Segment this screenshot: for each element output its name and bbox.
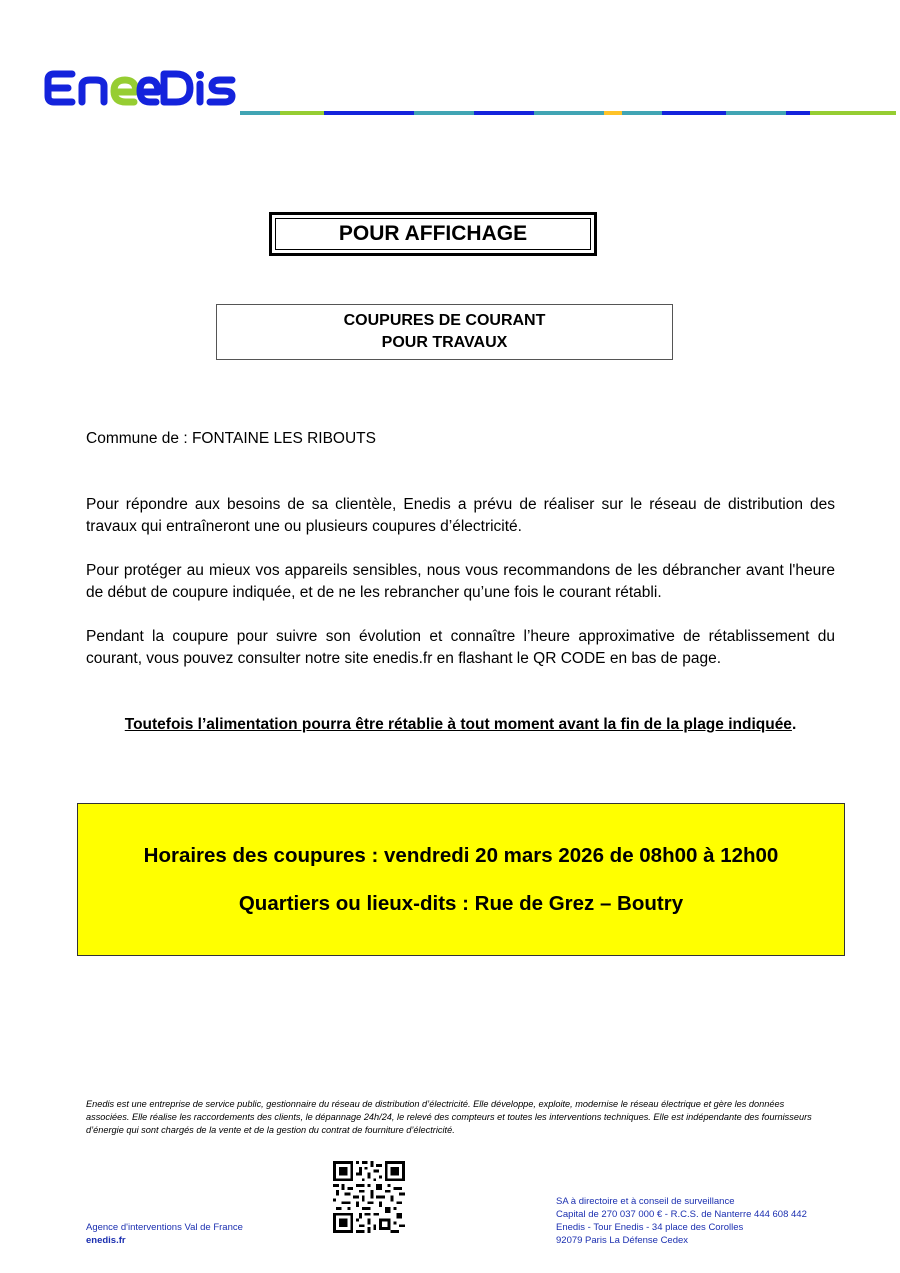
affichage-frame	[269, 212, 597, 256]
qr-code[interactable]	[333, 1161, 405, 1233]
schedule-box	[77, 803, 845, 956]
warning-text: Toutefois l’alimentation pourra être rétablie à tout moment avant la fin de la plage indiquée	[124, 716, 792, 733]
brand-stripe	[240, 102, 896, 106]
footer-company-block	[556, 1195, 807, 1247]
footer-company-line1: SA à directoire et à conseil de surveillance	[556, 1196, 735, 1207]
schedule-quartiers: Quartiers ou lieux-dits : Rue de Grez – Boutry	[238, 891, 684, 915]
follow-paragraph: Pendant la coupure pour suivre son évolution et connaître l’heure approximative de rétablissement du courant, vous pouvez consulter notre site enedis.fr en flashant le QR CODE en bas de page.	[86, 628, 835, 667]
affichage-title: POUR AFFICHAGE	[275, 218, 591, 250]
coupures-title-line2: POUR TRAVAUX	[381, 334, 508, 351]
warning-period: .	[791, 716, 797, 733]
intro-paragraph: Pour répondre aux besoins de sa clientèle, Enedis a prévu de réaliser sur le réseau de distribution des travaux qui entraîneront une ou plusieurs coupures d’électricité.	[86, 496, 835, 535]
coupures-title-line1: COUPURES DE COURANT	[343, 312, 546, 329]
schedule-horaires: Horaires des coupures : vendredi 20 mars 2026 de 08h00 à 12h00	[143, 843, 779, 867]
footer-website-link[interactable]: enedis.fr	[86, 1235, 126, 1246]
legal-notice: Enedis est une entreprise de service public, gestionnaire du réseau de distribution d’électricité. Elle développe, exploite, modernise le réseau électrique et gère les données associées. Elle réalise les raccordements des clients, le dépannage 24h/24, le relevé des compteurs et toutes les interventions techniques. Elle est indépendante des fournisseurs d’énergie qui sont chargés de la vente et de la gestion du contrat de fourniture d’électricité.	[86, 1099, 812, 1135]
footer-company-line4: 92079 Paris La Défense Cedex	[556, 1235, 689, 1246]
protection-paragraph: Pour protéger au mieux vos appareils sensibles, nous vous recommandons de les débrancher avant l'heure de début de coupure indiquée, et de ne les rebrancher qu’une fois le courant rétabli.	[86, 562, 835, 601]
footer-agency-block	[86, 1221, 243, 1247]
coupures-title-box	[216, 304, 673, 360]
footer-company-line2: Capital de 270 037 000 € - R.C.S. de Nanterre 444 608 442	[556, 1209, 807, 1220]
commune-line: Commune de : FONTAINE LES RIBOUTS	[86, 430, 376, 447]
footer-company-line3: Enedis - Tour Enedis - 34 place des Corolles	[556, 1222, 744, 1233]
footer-agency: Agence d'interventions Val de France	[86, 1222, 243, 1233]
enedis-logo	[44, 66, 236, 110]
warning-line	[86, 716, 835, 734]
